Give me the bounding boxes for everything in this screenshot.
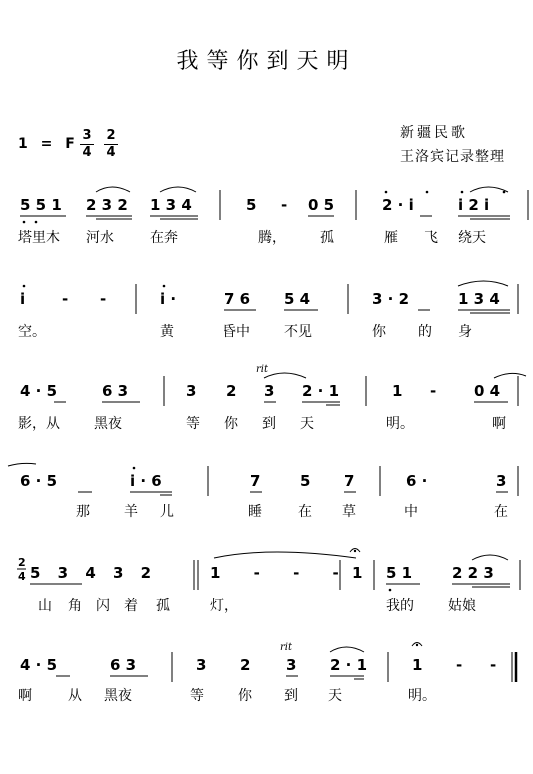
lyric: 昏中 [222,324,250,340]
time-signature-2-4-marker: 2 [18,556,26,569]
lyric: 山 [38,598,52,614]
note-group: 2 · 1 [330,656,368,674]
time-signature-2-4: 2 4 [104,128,118,161]
lyric: 等 [186,416,200,432]
score-line-3 [0,360,533,438]
note-group: 2 2 3 [452,564,494,582]
score-line-2 [0,274,533,344]
lyric: 睡 [248,504,262,520]
octave-dot [389,589,392,592]
lyric: 你 [238,688,252,704]
note: 1 [412,656,423,674]
lyric: 你 [224,416,238,432]
note-group: 6 3 [102,382,129,400]
lyric: 那 [76,504,90,520]
note-group: 2 · 1 [302,382,340,400]
score-mark [20,472,506,490]
note: 1 [352,564,363,582]
lyric: 羊 [124,504,138,520]
octave-dot [426,191,429,194]
lyric: 飞 [424,230,438,246]
slur [330,647,364,652]
lyric: 角 [68,598,82,614]
lyric: 天 [300,416,314,432]
slur [470,187,508,192]
lyric: 草 [342,504,356,520]
score-mark [18,323,472,340]
lyric: 影，从 [18,416,60,432]
note-group: 0 5 [308,196,335,214]
lyric: 身 [458,324,472,340]
lyric: 的 [418,324,432,340]
octave-dot [354,550,356,552]
slur [494,373,526,378]
lyric: 你 [372,324,386,340]
lyric: 孤 [320,230,334,246]
lyric: 孤 [156,598,170,614]
arranger-credit: 王洛宾记录整理 [400,149,505,165]
lyric: 中 [404,504,418,520]
score-mark [30,564,494,582]
lyric: 明。 [386,416,414,432]
ritardando-mark: rit [280,642,292,653]
lyric: 绕天 [458,230,486,246]
lyric: 黑夜 [104,688,132,704]
lyric: 姑娘 [448,598,476,614]
note-group: 0 4 [474,382,501,400]
score-line-4 [0,452,533,524]
lyric: 天 [328,688,342,704]
note: 2 [226,382,237,400]
note-group: 4 · 5 [20,656,58,674]
lyric: 不见 [284,324,312,340]
octave-dot [461,191,464,194]
song-origin: 新疆民歌 [400,125,468,141]
lyric: 在 [298,504,312,520]
note-group: 2 3 2 [86,196,128,214]
octave-dot [416,644,418,646]
time-signature-2-4-marker: 4 [18,570,26,583]
octave-dot [23,221,26,224]
lyric: 啊 [492,416,506,432]
note: 5 [300,472,311,490]
note-group: 5 1 [386,564,413,582]
note: 3 [186,382,197,400]
score-mark [76,503,508,520]
score-mark [20,382,500,400]
slur [472,555,508,560]
lyric: 河水 [86,230,114,246]
lyric: 黄 [160,324,174,340]
lyric: 在 [494,504,508,520]
dash: - [281,196,288,214]
note: 1 [392,382,403,400]
lyric: 到 [262,416,276,432]
score-line-1 [0,180,533,250]
note-group: 2 · i [382,196,414,214]
note-group: 7 6 [224,290,251,308]
dash: - [456,656,463,674]
octave-dot [133,467,136,470]
note: 3 [286,656,297,674]
slur [96,187,130,192]
octave-dot [163,285,166,288]
octave-dot [23,285,26,288]
lyric: 着 [124,598,138,614]
lyric: 塔里木 [18,230,60,246]
note-group: 4 · 5 [20,382,58,400]
note: 5 [246,196,257,214]
lyric: 啊 [18,688,32,704]
lyric: 明。 [408,688,436,704]
note-group: 6 · 5 [20,472,58,490]
note: i · [160,290,177,308]
lyric: 儿 [160,504,174,520]
slur [264,373,306,378]
note: 6 · [406,472,428,490]
octave-dot [385,191,388,194]
key-signature: 1 = F [18,136,79,152]
note-group: 1 - - - [210,564,353,582]
note-group: 3 · 2 [372,290,410,308]
note-group: 1 3 4 [458,290,500,308]
ritardando-mark: rit [256,364,268,375]
octave-dot [35,221,38,224]
score-mark [20,196,489,214]
lyric: 到 [284,688,298,704]
slur [458,281,508,286]
note: 2 [240,656,251,674]
note-group: 5 4 [284,290,311,308]
note-group: 1 3 4 [150,196,192,214]
lyric: 从 [68,688,82,704]
note: 3 [496,472,507,490]
score-mark [18,688,436,704]
note-group: i · 6 [130,472,162,490]
score-mark [20,656,496,674]
lyric: 空。 [18,324,46,340]
lyric: 雁 [384,230,398,246]
lyric: 腾， [258,230,286,246]
note: 3 [264,382,275,400]
score-mark [18,229,486,246]
slur [160,187,196,192]
note-group: 5 5 1 [20,196,62,214]
dash: - [430,382,437,400]
note: 7 [344,472,355,490]
note-group: 5 3 4 3 2 [30,564,158,582]
lyric: 闪 [96,598,110,614]
lyric: 灯， [210,598,238,614]
note-group: i 2 i [458,196,490,214]
dash: - [62,290,69,308]
slur [8,463,36,466]
lyric: 我的 [386,598,414,614]
lyric: 在奔 [150,230,178,246]
score-mark [18,416,506,432]
note-group: 6 3 [110,656,137,674]
lyric: 等 [190,688,204,704]
note: 3 [196,656,207,674]
slur [214,552,356,558]
note: i [20,290,26,308]
score-mark [38,597,476,614]
dash: - [100,290,107,308]
score-line-5 [0,540,533,618]
score-line-6 [0,628,533,710]
time-signature-3-4: 3 4 [80,128,94,161]
note: 7 [250,472,261,490]
song-title: 我等你到天明 [176,49,357,74]
lyric: 黑夜 [94,416,122,432]
octave-dot [503,191,506,194]
score-mark [20,290,500,308]
dash: - [490,656,497,674]
